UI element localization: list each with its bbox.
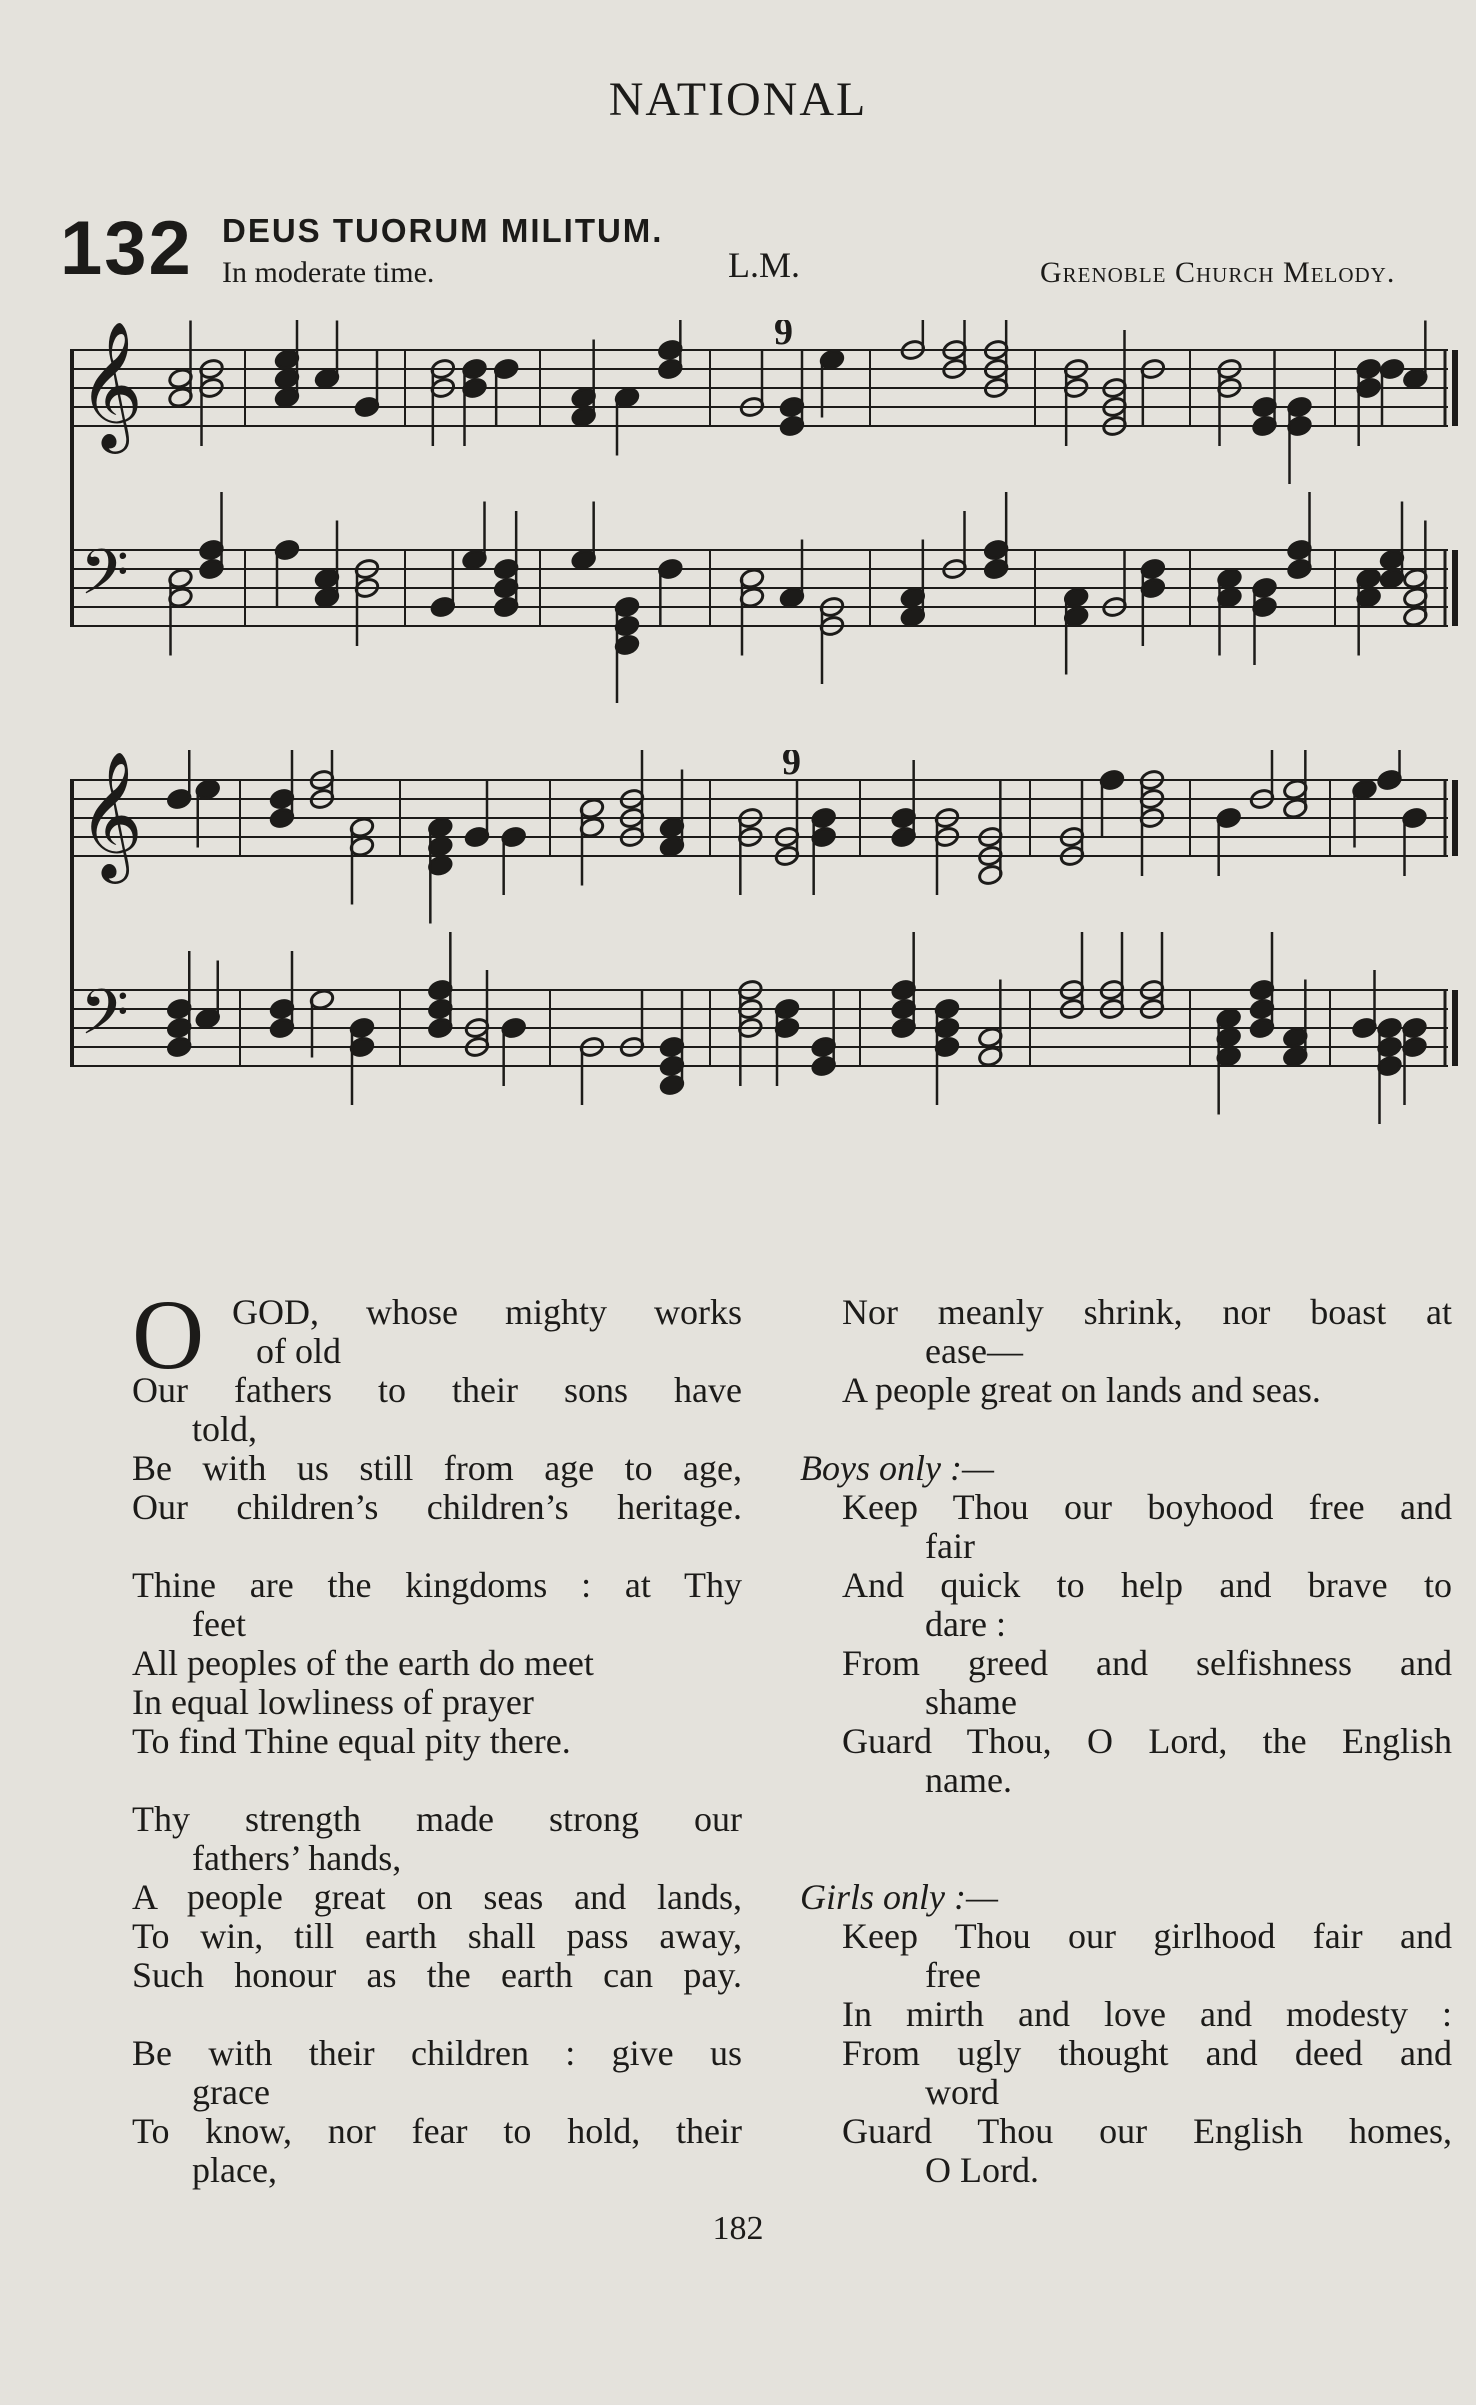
verse-line: Guard Thou, O Lord, the English (842, 1721, 1452, 1761)
verse-line: From ugly thought and deed and (842, 2033, 1452, 2073)
verse-line: In equal lowliness of prayer (132, 1682, 534, 1722)
verse-line: And quick to help and brave to (842, 1565, 1452, 1605)
bass-clef-icon: 𝄢 (80, 975, 129, 1064)
verse-line: O Lord. (925, 2150, 1039, 2190)
verse-line: Keep Thou our girlhood fair and (842, 1916, 1452, 1956)
lyrics-right-column (800, 1293, 1452, 2190)
lyrics-left-column (132, 1279, 742, 2190)
bass-clef-icon: 𝄢 (80, 535, 129, 624)
verse-line: Thine are the kingdoms : at Thy (132, 1565, 742, 1605)
page-header: NATIONAL (608, 73, 868, 126)
verse-line: Be with their children : give us (132, 2033, 742, 2073)
verse-line: A people great on lands and seas. (842, 1370, 1321, 1410)
tune-name: DEUS TUORUM MILITUM. (222, 212, 664, 249)
breath-mark-icon: 9 (774, 320, 793, 353)
verse-line: Our fathers to their sons have (132, 1370, 742, 1410)
verse-line: From greed and selfishness and (842, 1643, 1452, 1683)
verse-line: To win, till earth shall pass away, (132, 1916, 742, 1956)
verse-line-text: GOD, whose mighty works (232, 1292, 742, 1332)
verse-line: All peoples of the earth do meet (132, 1643, 594, 1683)
verse-line: shame (925, 1682, 1017, 1722)
boys-only-label: Boys only :— (800, 1448, 994, 1488)
music-system-1 (70, 320, 1460, 720)
verse-line: word (925, 2072, 999, 2112)
verse-line: Guard Thou our English homes, (842, 2111, 1452, 2151)
verse-line: of old (256, 1331, 341, 1371)
meter: L.M. (728, 245, 800, 285)
verse-line: Nor meanly shrink, nor boast at (842, 1292, 1452, 1332)
verse-line: free (925, 1955, 981, 1995)
page-number: 182 (712, 2210, 764, 2247)
verse-line: Our children’s children’s heritage. (132, 1487, 742, 1527)
music-system-2 (70, 750, 1460, 1170)
verse-line: ease— (925, 1331, 1023, 1371)
treble-clef-icon: 𝄞 (78, 750, 144, 878)
drop-cap: O (132, 1279, 205, 1390)
verse-line: dare : (925, 1604, 1006, 1644)
verse-line: A people great on seas and lands, (132, 1877, 742, 1917)
verse-line: name. (925, 1760, 1012, 1800)
verse-line: grace (192, 2072, 270, 2112)
verse-line: Be with us still from age to age, (132, 1448, 742, 1488)
treble-clef-icon: 𝄞 (78, 320, 144, 448)
verse-line: Keep Thou our boyhood free and (842, 1487, 1452, 1527)
verse-line: fathers’ hands, (192, 1838, 402, 1878)
verse-line: place, (192, 2150, 277, 2190)
verse-line: feet (192, 1604, 246, 1644)
verse-line: Such honour as the earth can pay. (132, 1955, 742, 1995)
verse-line: fair (925, 1526, 975, 1566)
breath-mark-icon: 9 (782, 750, 801, 783)
girls-only-label: Girls only :— (800, 1877, 998, 1917)
verse-line: Thy strength made strong our (132, 1799, 742, 1839)
composer-credit: Grenoble Church Melody. (1040, 256, 1396, 289)
verse-line: To know, nor fear to hold, their (132, 2111, 742, 2151)
tempo-marking: In moderate time. (222, 256, 435, 289)
hymn-number: 132 (60, 206, 193, 291)
verse-line: told, (192, 1409, 258, 1449)
verse-line: In mirth and love and modesty : (842, 1994, 1452, 2034)
verse-line: To find Thine equal pity there. (132, 1721, 571, 1761)
